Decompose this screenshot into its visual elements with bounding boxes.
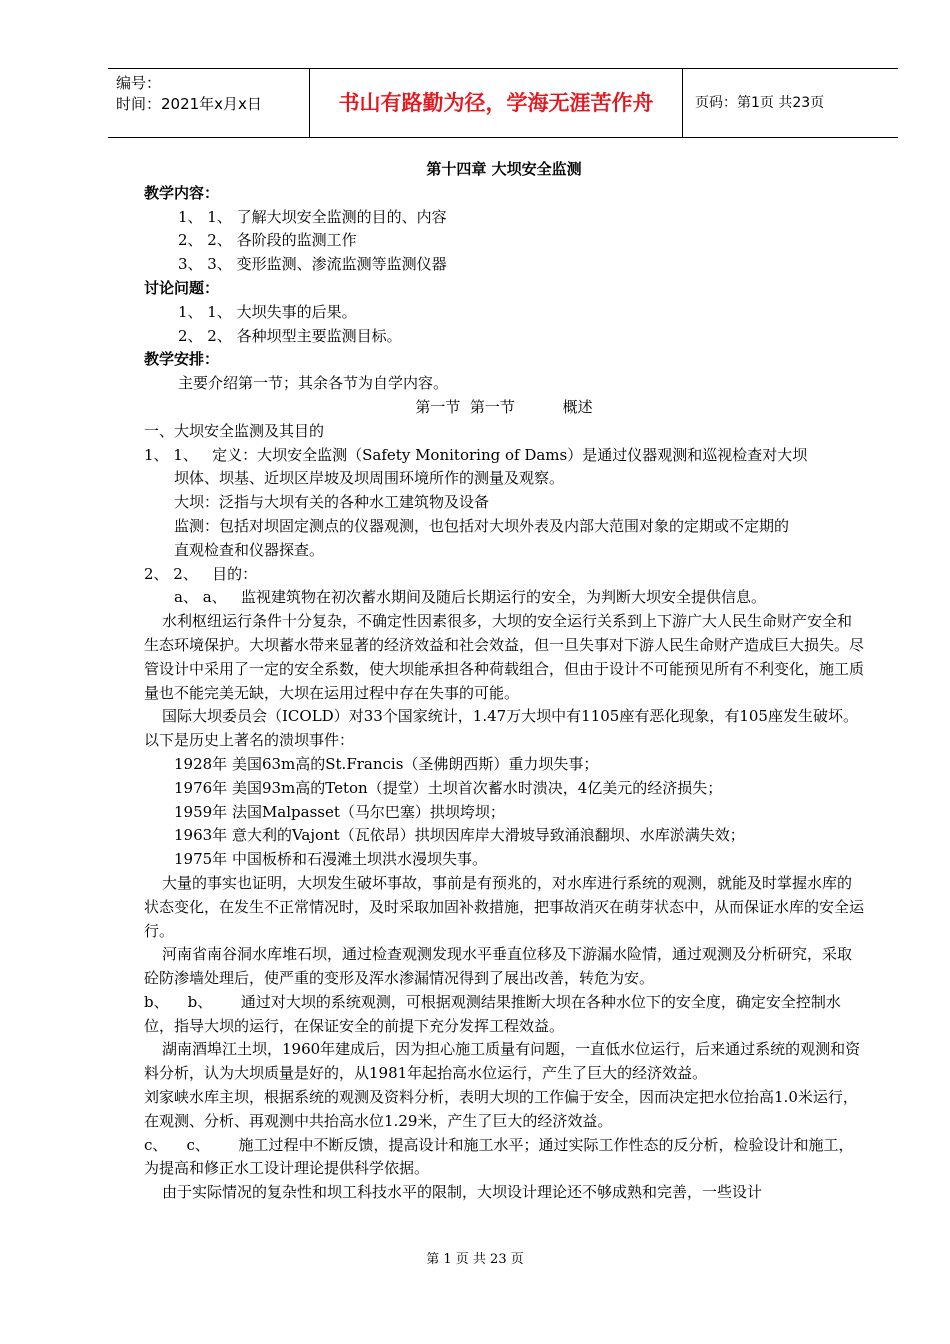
definition-line: 1、 1、 定义：大坝安全监测（Safety Monitoring of Dams）是通过仪器观测和巡视检查对大坝 [144,445,808,464]
list-item: 2、 2、 各种坝型主要监测目标。 [178,326,402,345]
header-page-info: 页码：第1页 共23页 [695,95,825,111]
paragraph: 大量的事实也证明，大坝发生破坏事故，事前是有预兆的，对水库进行系统的观测，就能及时掌握水库的状态变化，在发生不正常情况时，及时采取加固补救措施，把事故消灭在萌芽状态中，从而保证水库的安全运行。 [144,873,865,940]
teaching-content-heading: 教学内容： [144,183,220,202]
arrangement-text: 主要介绍第一节；其余各节为自学内容。 [178,374,449,393]
time-label: 时间：2021年x月x日 [116,95,262,113]
chapter-title: 第十四章 大坝安全监测 [426,160,582,178]
list-item: 1、 1、 了解大坝安全监测的目的、内容 [178,207,447,226]
number-label: 编号： [116,74,162,92]
paragraph: 水利枢纽运行条件十分复杂，不确定性因素很多，大坝的安全运行关系到上下游广大人民生命财产安全和生态环境保护。大坝蓄水带来显著的经济效益和社会效益，但一旦失事对下游人民生命财产造成巨大损失。尽管设计中采用了一定的安全系数，使大坝能承担各种荷载组合，但由于设计不可能预见所有不利变化，施工质量也不能完美无缺，大坝在运用过程中存在失事的可能。 [144,612,865,702]
sub-heading: 一、大坝安全监测及其目的 [144,421,325,440]
event-item: 1959年 法国Malpasset（马尔巴塞）拱坝垮坝； [174,802,505,821]
discussion-heading: 讨论问题： [144,278,220,297]
dam-definition: 大坝：泛指与大坝有关的各种水工建筑物及设备 [174,493,490,512]
monitor-definition: 监测：包括对坝固定测点的仪器观测，也包括对大坝外表及内部大范围对象的定期或不定期的 [174,516,790,535]
event-item: 1963年 意大利的Vajont（瓦依昂）拱坝因库岸大滑坡导致涌浪翻坝、水库淤满失效； [174,826,745,845]
section-title: 第一节 第一节 概述 [415,397,593,416]
header-table [108,68,898,138]
document-body [144,158,864,1205]
list-item: 3、 3、 变形监测、渗流监测等监测仪器 [178,255,447,274]
header-meta-cell [108,69,310,137]
list-item: 1、 1、 大坝失事的后果。 [178,302,357,321]
paragraph: 刘家峡水库主坝，根据系统的观测及资料分析，表明大坝的工作偏于安全，因而决定把水位抬高1.0米运行，在观测、分析、再观测中共抬高水位1.29米，产生了巨大的经济效益。 [144,1088,858,1130]
purpose-a: a、 a、 监视建筑物在初次蓄水期间及随后长期运行的安全，为判断大坝安全提供信息。 [174,588,766,607]
paragraph: 由于实际情况的复杂性和坝工科技水平的限制，大坝设计理论还不够成熟和完善，一些设计 [162,1183,763,1202]
arrangement-heading: 教学安排： [144,350,220,369]
page-footer: 第 1 页 共 23 页 [426,1252,524,1267]
event-item: 1975年 中国板桥和石漫滩土坝洪水漫坝失事。 [174,850,487,869]
header-motto: 书山有路勤为径，学海无涯苦作舟 [310,69,683,137]
event-item: 1976年 美国93m高的Teton（提堂）土坝首次蓄水时溃决，4亿美元的经济损失； [174,778,723,797]
purpose-heading: 2、 2、 目的： [144,564,258,583]
purpose-c: c、 c、 施工过程中不断反馈，提高设计和施工水平；通过实际工作性态的反分析，检验设计和施工，为提高和修正水工设计理论提供科学依据。 [144,1135,854,1178]
purpose-b: b、 b、 通过对大坝的系统观测，可根据观测结果推断大坝在各种水位下的安全度，确定安全控制水位，指导大坝的运行，在保证安全的前提下充分发挥工程效益。 [144,992,841,1035]
paragraph: 国际大坝委员会（ICOLD）对33个国家统计，1.47万大坝中有1105座有恶化现象，有105座发生破坏。以下是历史上著名的溃坝事件： [144,707,858,750]
event-item: 1928年 美国63m高的St.Francis（圣佛朗西斯）重力坝失事； [174,754,599,773]
definition-line: 坝体、坝基、近坝区岸坡及坝周围环境所作的测量及观察。 [174,469,565,488]
list-item: 2、 2、 各阶段的监测工作 [178,231,357,250]
monitor-definition: 直观检查和仪器探查。 [174,540,325,559]
paragraph: 河南省南谷洞水库堆石坝，通过检查观测发现水平垂直位移及下游漏水险情，通过观测及分析研究，采取砼防渗墙处理后，使严重的变形及浑水渗漏情况得到了展出改善，转危为安。 [144,945,853,988]
paragraph: 湖南酒埠江土坝，1960年建成后，因为担心施工质量有问题，一直低水位运行，后来通过系统的观测和资料分析，认为大坝质量是好的，从1981年起抬高水位运行，产生了巨大的经济效益。 [144,1040,861,1083]
